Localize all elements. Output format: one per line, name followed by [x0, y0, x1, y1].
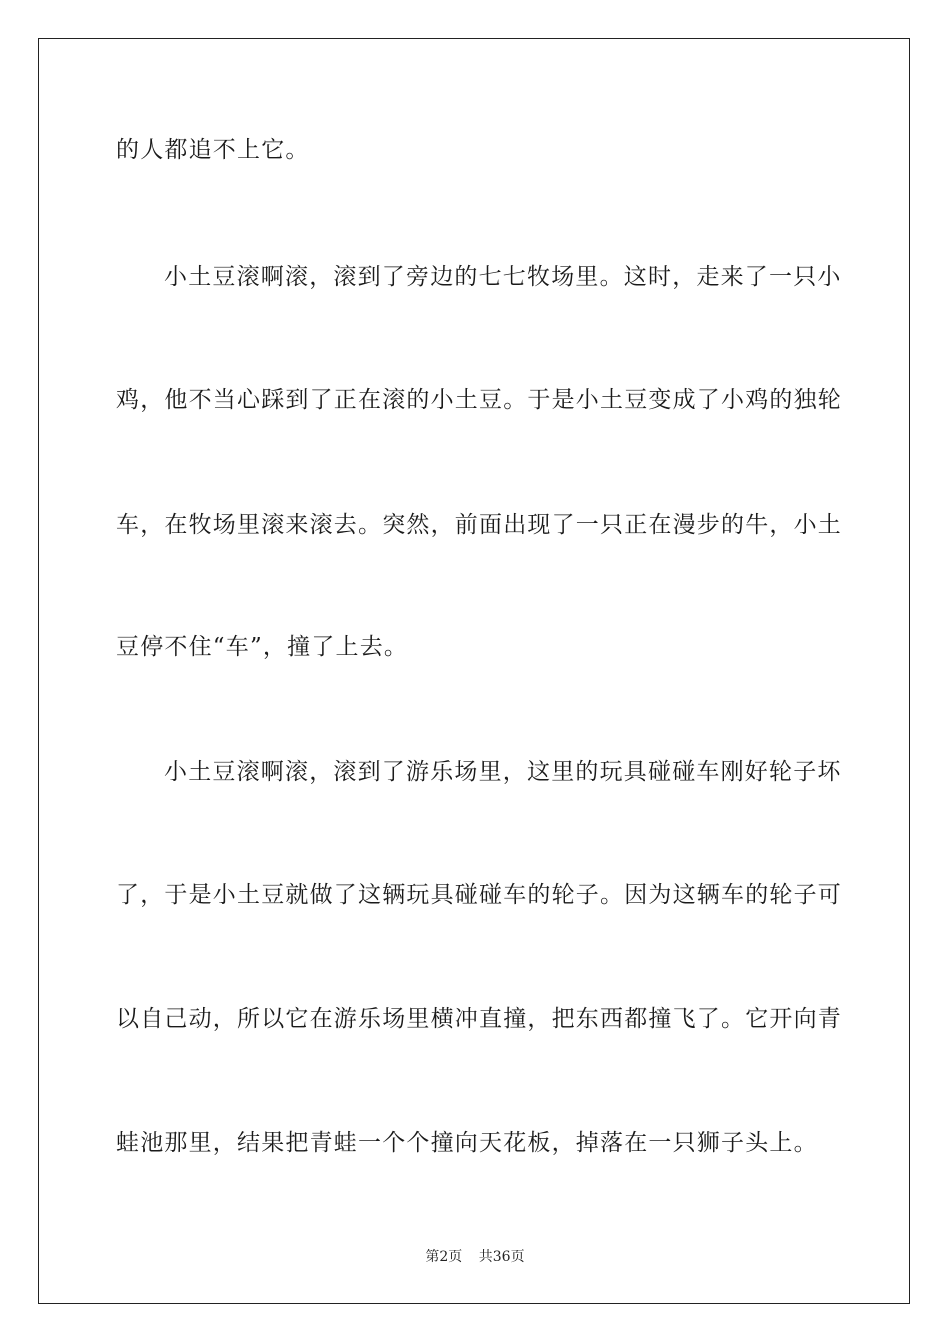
text-line: 鸡，他不当心踩到了正在滚的小土豆。于是小土豆变成了小鸡的独轮 — [116, 387, 842, 413]
paragraph-start-line: 小土豆滚啊滚，滚到了旁边的七七牧场里。这时，走来了一只小 — [164, 264, 842, 290]
text-line: 豆停不住“车”，撞了上去。 — [116, 634, 409, 660]
text-line: 车，在牧场里滚来滚去。突然，前面出现了一只正在漫步的牛，小土 — [116, 512, 842, 538]
paragraph-start-line: 小土豆滚啊滚，滚到了游乐场里，这里的玩具碰碰车刚好轮子坏 — [164, 759, 842, 785]
text-line: 的人都追不上它。 — [116, 137, 310, 163]
text-line: 蛙池那里，结果把青蛙一个个撞向天花板，掉落在一只狮子头上。 — [116, 1130, 818, 1156]
text-line: 了，于是小土豆就做了这辆玩具碰碰车的轮子。因为这辆车的轮子可 — [116, 882, 842, 908]
page-total: 共36页 — [478, 1249, 525, 1265]
page-border — [38, 38, 910, 1304]
page-number: 第2页 — [425, 1249, 463, 1265]
text-line: 以自己动，所以它在游乐场里横冲直撞，把东西都撞飞了。它开向青 — [116, 1006, 842, 1032]
page-footer — [0, 1246, 950, 1266]
